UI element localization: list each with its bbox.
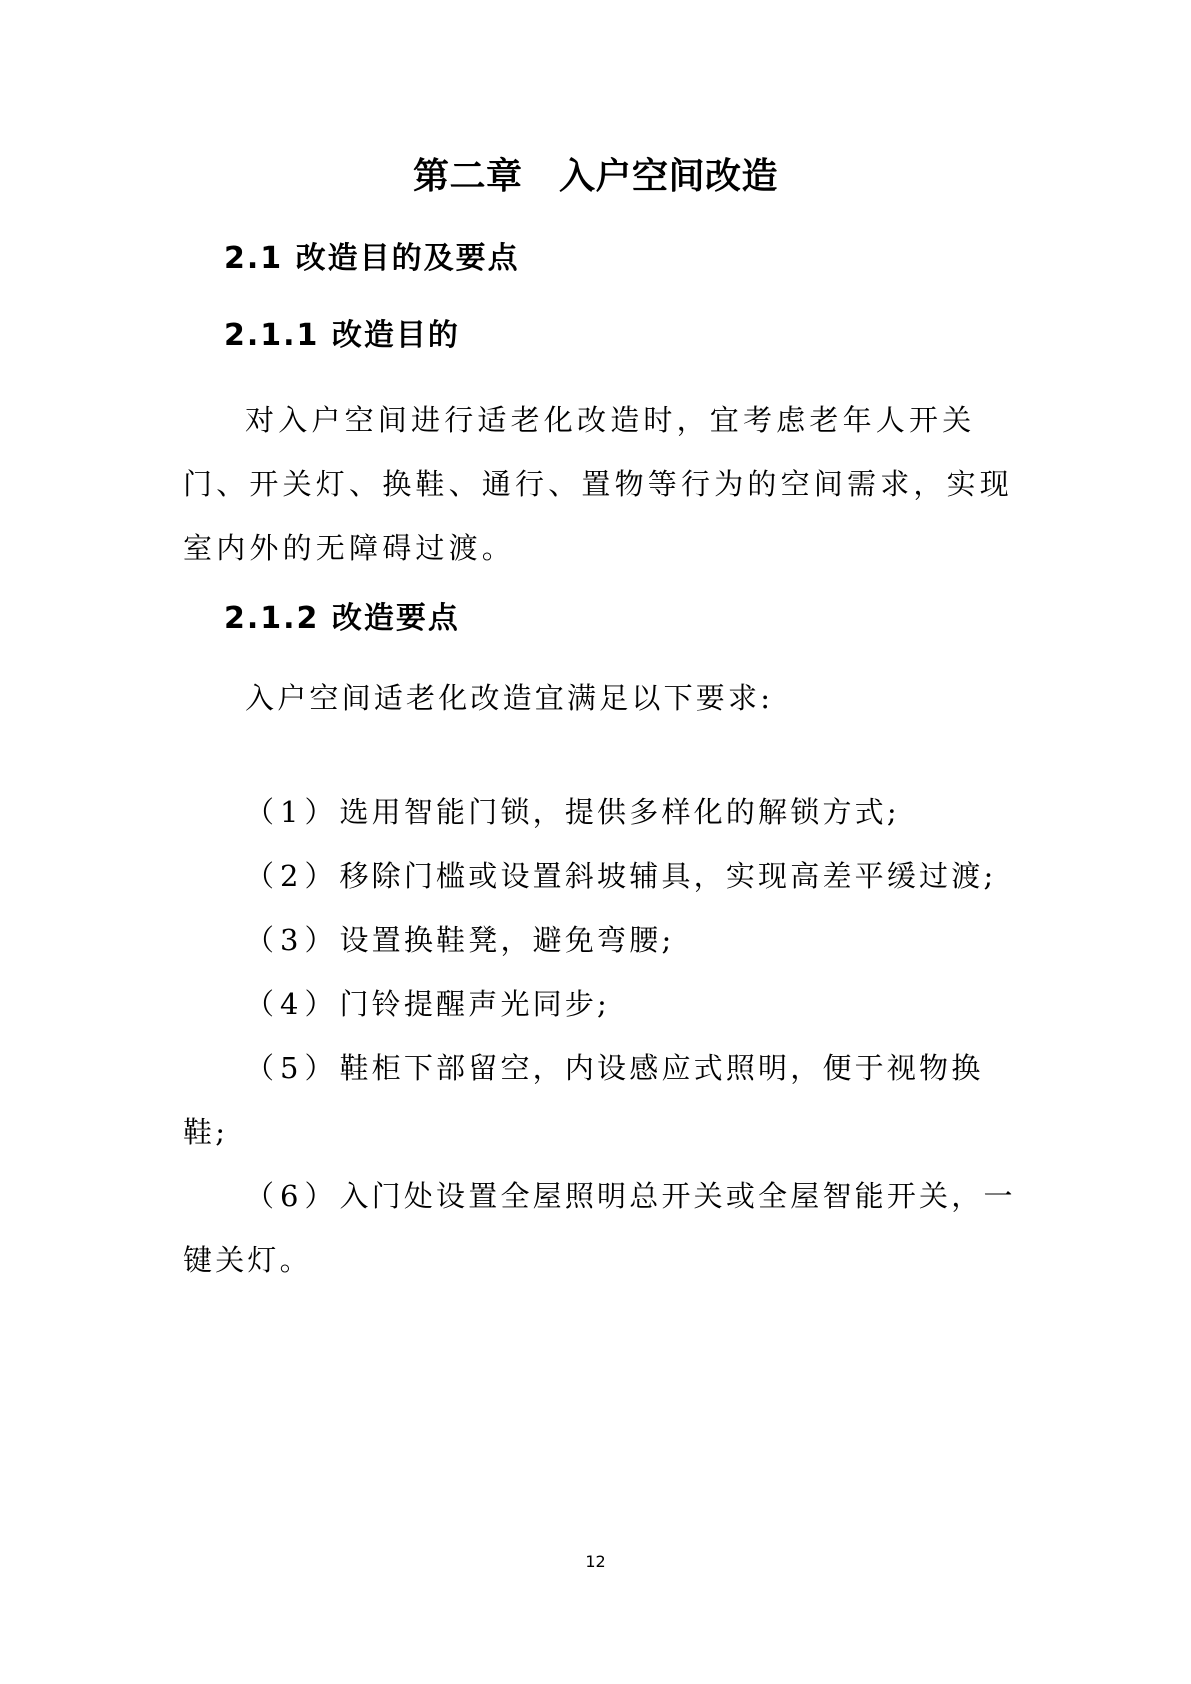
requirement-item [183,972,1023,1036]
requirement-text: 入门处设置全屋照明总开关或全屋智能开关，一键关灯。 [183,1179,1016,1277]
requirement-number: （3） [245,923,340,957]
chapter-title: 第二章 入户空间改造 [412,156,778,197]
requirement-number: （2） [245,859,340,893]
requirement-item [183,1164,1023,1292]
purpose-paragraph: 对入户空间进行适老化改造时，宜考虑老年人开关门、开关灯、换鞋、通行、置物等行为的空间需求，实现室内外的无障碍过渡。 [183,403,1014,565]
requirement-item [183,780,1023,844]
requirements-intro: 入户空间适老化改造宜满足以下要求: [245,681,774,715]
requirement-item [183,844,1023,908]
subsection-heading-key-points: 2.1.2 改造要点 [224,601,460,636]
requirement-text: 门铃提醒声光同步; [339,987,611,1021]
requirement-text: 移除门槛或设置斜坡辅具，实现高差平缓过渡; [339,859,997,893]
requirement-text: 鞋柜下部留空，内设感应式照明，便于视物换鞋; [183,1051,984,1149]
requirement-text: 选用智能门锁，提供多样化的解锁方式; [339,795,900,829]
page-number: 12 [585,1552,606,1571]
requirement-number: （4） [245,987,340,1021]
requirement-number: （5） [245,1051,340,1085]
requirement-text: 设置换鞋凳，避免弯腰; [339,923,675,957]
requirement-item [183,1036,1023,1164]
subsection-heading-purpose: 2.1.1 改造目的 [224,318,460,353]
section-heading: 2.1 改造目的及要点 [224,241,520,276]
requirement-item [183,908,1023,972]
requirement-number: （6） [245,1179,340,1213]
requirements-list [183,780,1023,1292]
requirement-number: （1） [245,795,340,829]
